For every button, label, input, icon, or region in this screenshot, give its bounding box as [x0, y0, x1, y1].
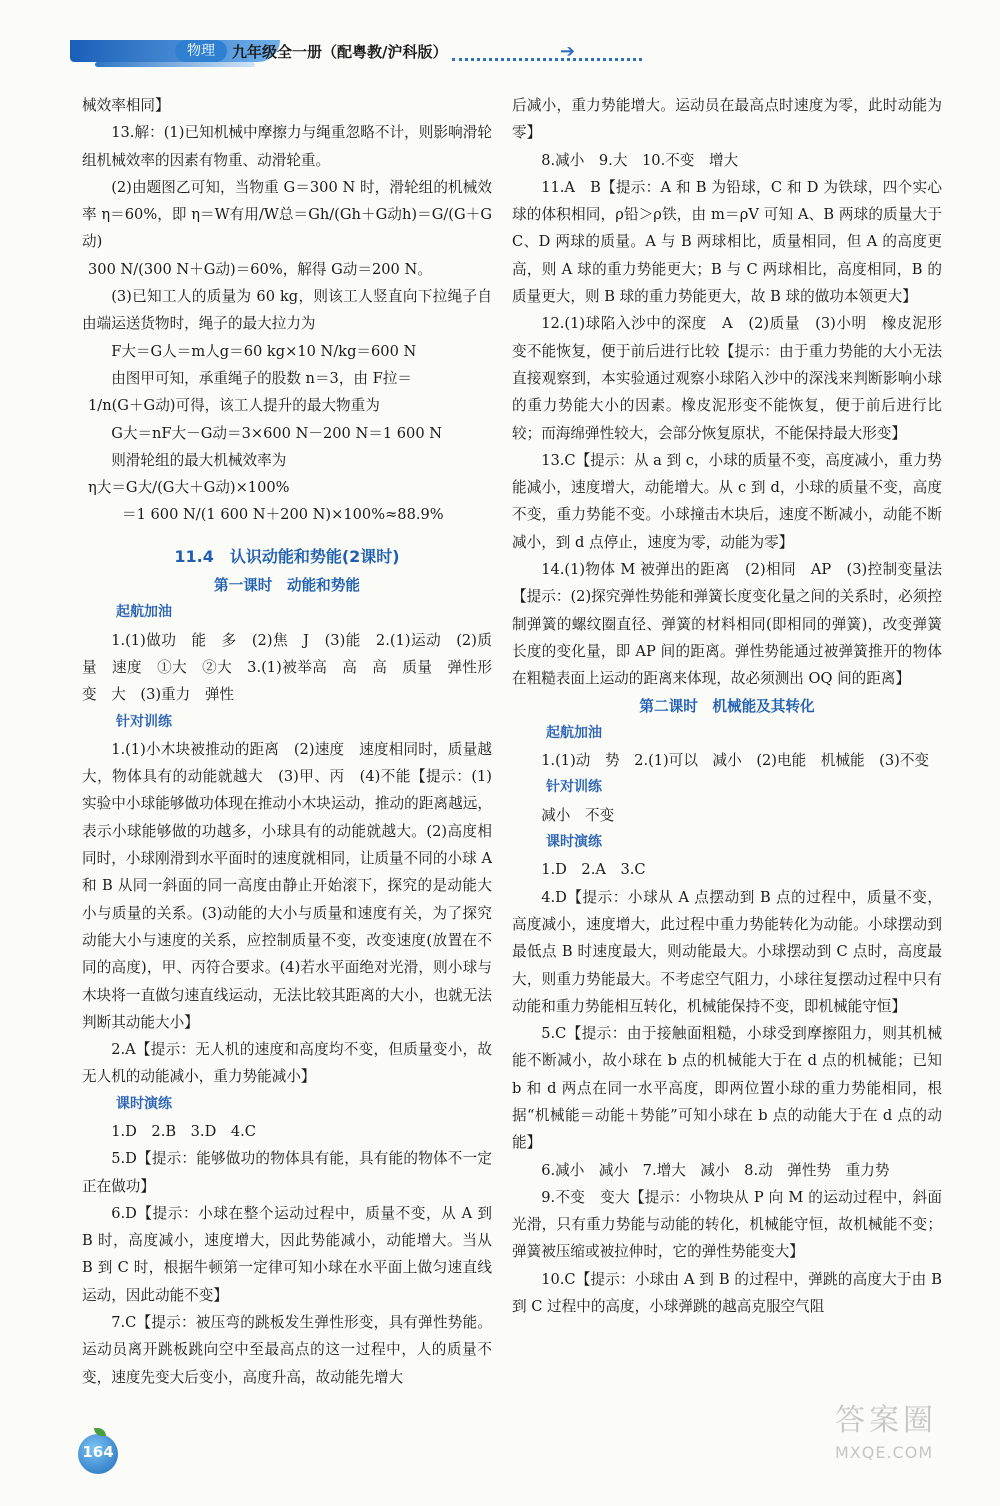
answer-text: 后减小，重力势能增大。运动员在最高点时速度为零，此时动能为零】 [512, 97, 942, 142]
answer-13-part2: (2)由题图乙可知，当物重 G＝300 N 时，滑轮组的机械效率 η＝60%，即 η＝W有用/W总＝Gh/(Gh＋G动h)＝G/(G＋G动) [82, 178, 492, 251]
category-label: 针对训练 [116, 713, 172, 730]
formula-line: 300 N/(300 N＋G动)＝60%，解得 G动＝200 N。 [88, 260, 432, 278]
book-title: 九年级全一册（配粤教/沪科版） [232, 43, 448, 61]
left-column [82, 92, 492, 1391]
formula-line: ＝1 600 N/(1 600 N＋200 N)×100%≈88.9% [122, 506, 444, 524]
answer-13-part3: (3)已知工人的质量为 60 kg，则该工人竖直向下拉绳子自由端运送货物时，绳子的最大拉力为 [82, 288, 492, 333]
header-underline-decoration [95, 62, 255, 67]
answer-text: 2.A【提示：无人机的速度和高度均不变，但质量变小，故无人机的动能减小，重力势能减小】 [82, 1041, 492, 1086]
watermark [835, 1395, 985, 1490]
lesson-title: 第二课时 机械能及其转化 [639, 697, 815, 715]
lesson-title: 第一课时 动能和势能 [214, 577, 360, 595]
answer-text: 11.A B【提示：A 和 B 为铅球，C 和 D 为铁球，四个实心球的体积相同，ρ铅＞ρ铁，由 m＝ρV 可知 A、B 两球的质量大于 C、D 两球的质量。A 与 B 两球相比，质量相同，但 A 的高度更高，则 A 球的重力势能更大；B 与 C 两球相比，高度相同，B 的质量更大，则 B 球的重力势能更大，故 B 球的做功本领更大】 [512, 178, 942, 306]
answer-text: 8.减小 9.大 10.不变 增大 [541, 151, 739, 169]
answer-text: 13.C【提示：从 a 到 c，小球的质量不变，高度减小，重力势能减小，速度增大，动能增大。从 c 到 d，小球的质量不变，高度不变，重力势能不变。小球撞击木块后，速度不断减小，动能不断减小，到 d 点停止，速度为零，动能为零】 [512, 451, 943, 551]
answer-text: 1.(1)小木块被推动的距离 (2)速度 速度相同时，质量越大，物体具有的动能就越大 (3)甲、丙 (4)不能【提示：(1)实验中小球能够做功体现在推动小木块运动，推动的距离越远，表示小球能够做的功越多，小球具有的动能就越大。(2)高度相同时，小球刚滑到水平面时的速度就相同，让质量不同的小球 A 和 B 从同一斜面的同一高度由静止开始滚下，探究的是动能大小与质量的关系。(3)动能的大小与质量和速度有关，为了探究动能大小与速度的关系，应控制质量不变，改变速度(放置在不同的高度)，甲、丙符合要求。(4)若水平面绝对光滑，则小球与木块将一直做匀速直线运动，无法比较其距离的大小，也就无法判断其动能大小】 [82, 740, 492, 1031]
section-title: 11.4 认识动能和势能(2课时) [174, 546, 400, 566]
answer-text: 4.D【提示：小球从 A 点摆动到 B 点的过程中，质量不变，高度减小，速度增大，此过程中重力势能转化为动能。小球摆动到最低点 B 时速度最大，则动能最大。小球摆动到 C 点时，高度最大，则重力势能最大。不考虑空气阻力，小球往复摆动过程中只有动能和重力势能相互转化，机械能保持不变，即机械能守恒】 [512, 888, 942, 1015]
answer-text: 1.(1)动 势 2.(1)可以 减小 (2)电能 机械能 (3)不变 [541, 752, 930, 770]
answer-text: 5.C【提示：由于接触面粗糙，小球受到摩擦阻力，则其机械能不断减小，故小球在 b 点的机械能大于在 d 点的机械能；已知 b 和 d 两点在同一水平高度，即两位置小球的重力势能相同，根据“机械能＝动能＋势能”可知小球在 b 点的动能大于在 d 点的动能】 [512, 1025, 942, 1152]
category-label: 起航加油 [116, 604, 172, 621]
answer-text: 10.C【提示：小球由 A 到 B 的过程中，弹跳的高度大于由 B 到 C 过程中的高度，小球弹跳的越高克服空气阻 [512, 1270, 942, 1316]
header-dotted-line [452, 41, 642, 62]
watermark-url: MXQE.COM [835, 1443, 934, 1462]
answer-text: 1.D 2.A 3.C [541, 861, 646, 879]
formula-line: F大＝G人＝m人g＝60 kg×10 N/kg＝600 N [111, 342, 417, 360]
answer-text: 则滑轮组的最大机械效率为 [111, 451, 287, 469]
answer-text: 5.D【提示：能够做功的物体具有能，具有能的物体不一定正在做功】 [82, 1150, 492, 1195]
formula-line: G大＝nF大－G动＝3×600 N－200 N＝1 600 N [111, 424, 443, 442]
answer-text: 1.(1)做功 能 多 (2)焦 J (3)能 2.(1)运动 (2)质量 速度 ①大 ②大 3.(1)被举高 高 高 质量 弹性形变 大 (3)重力 弹性 [82, 631, 492, 704]
answer-text: 由图甲可知，承重绳子的股数 n＝3，由 F拉＝ [111, 369, 412, 387]
answer-text: 7.C【提示：被压弯的跳板发生弹性形变，具有弹性势能。运动员离开跳板跳向空中至最高点的这一过程中，人的质量不变，速度先变大后变小，高度升高，故动能先增大 [82, 1314, 492, 1386]
category-label: 课时演练 [116, 1095, 172, 1112]
page-number: 164 [82, 1443, 114, 1461]
answer-text: 14.(1)物体 M 被弹出的距离 (2)相同 AP (3)控制变量法【提示：(2)探究弹性势能和弹簧长度变化量之间的关系时，必须控制弹簧的螺纹圈直径、弹簧的材料相同(即相同的弹簧)，改变弹簧长度的变化量，即 AP 间的距离。弹性势能通过被弹簧推开的物体在粗糙表面上运动的距离来体现，故必须测出 OQ 间的距离】 [512, 561, 942, 688]
answer-line: 械效率相同】 [82, 97, 170, 114]
subject-badge: 物理 [175, 40, 227, 62]
watermark-logo-text: 答案圈 [835, 1403, 937, 1438]
answer-13: 13.解：(1)已知机械中摩擦力与绳重忽略不计，则影响滑轮组机械效率的因素有物重、动滑轮重。 [82, 124, 492, 169]
answer-text: 6.减小 减小 7.增大 减小 8.动 弹性势 重力势 [541, 1161, 890, 1179]
formula-line: η大＝G大/(G大＋G动)×100% [88, 479, 290, 497]
category-label: 针对训练 [546, 779, 602, 796]
page-number-badge [78, 1434, 126, 1474]
answer-text: 12.(1)球陷入沙中的深度 A (2)质量 (3)小明 橡皮泥形变不能恢复，便于前后进行比较【提示：由于重力势能的大小无法直接观察到，本实验通过观察小球陷入沙中的深浅来判断影响小球的重力势能大小的因素。橡皮泥形变不能恢复，便于前后进行比较；而海绵弹性较大，会部分恢复原状，不能保持最大形变】 [512, 315, 942, 442]
answer-text: 1.D 2.B 3.D 4.C [111, 1122, 256, 1140]
right-column [512, 92, 942, 1320]
answer-text: 6.D【提示：小球在整个运动过程中，质量不变，从 A 到 B 时，高度减小，速度增大，因此势能减小，动能增大。当从 B 到 C 时，根据牛顿第一定律可知小球在水平面上做匀速直线运动，因此动能不变】 [82, 1204, 492, 1304]
answer-text: 减小 不变 [541, 806, 615, 824]
category-label: 课时演练 [546, 834, 602, 851]
category-label: 起航加油 [546, 724, 602, 741]
answer-text: 9.不变 变大【提示：小物块从 P 向 M 的运动过程中，斜面光滑，只有重力势能与动能的转化，机械能守恒，故机械能不变；弹簧被压缩或被拉伸时，它的弹性势能变大】 [512, 1188, 942, 1261]
formula-line: 1/n(G＋G动)可得，该工人提升的最大物重为 [88, 397, 380, 415]
arrow-right-icon: ➔ [560, 41, 576, 62]
page-header [0, 0, 1000, 80]
